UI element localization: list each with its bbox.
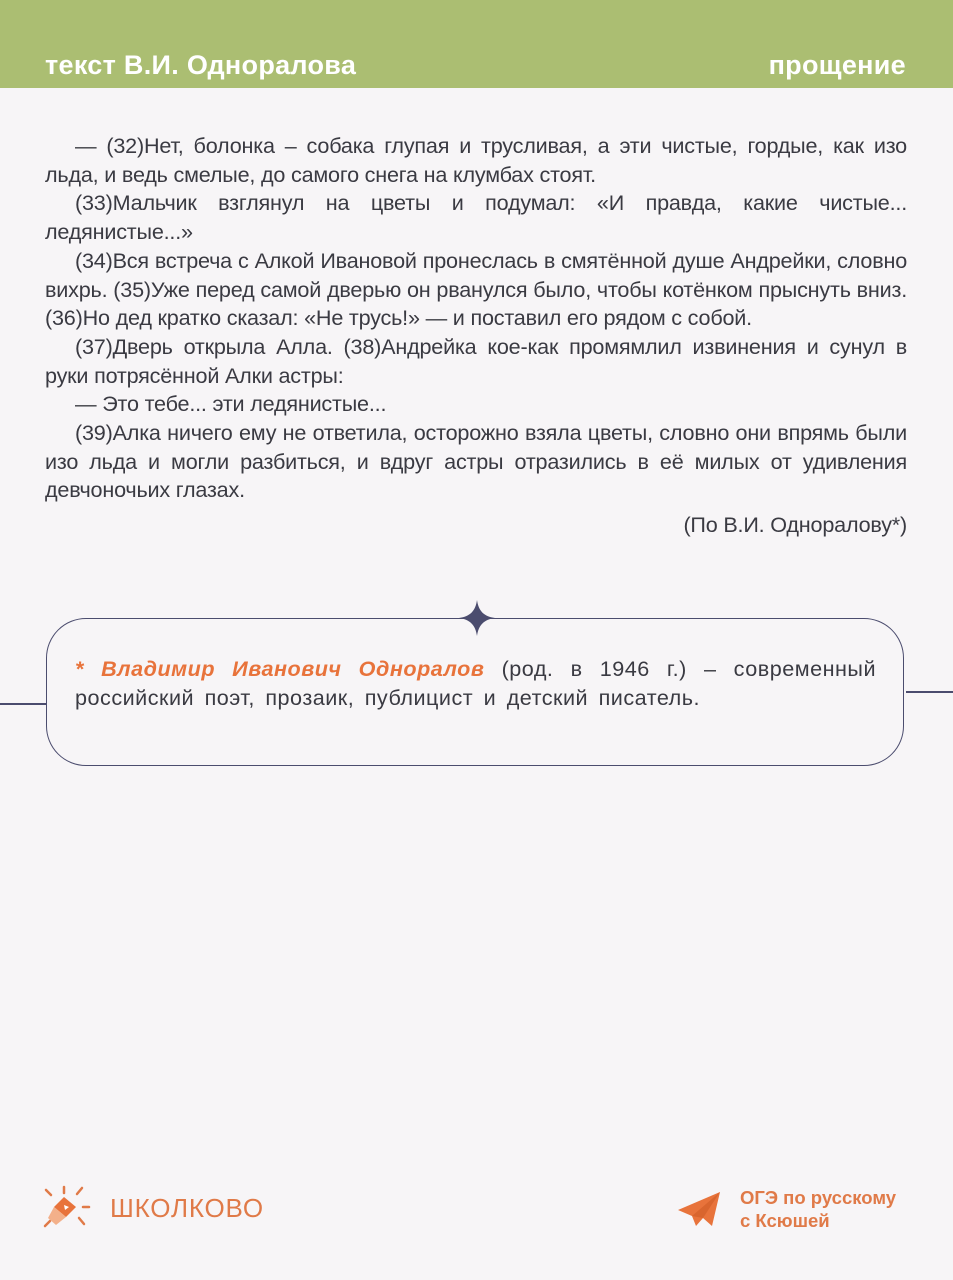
shkolkovo-logo-text: ШКОЛКОВО [110, 1192, 264, 1223]
paragraph: (39)Алка ничего ему не ответила, осторожно взяла цветы, словно они впрямь были изо льда и могли разбиться, и вдруг астры отразились в её милых от удивления девчоночьих глазах. [45, 420, 907, 503]
author-name: Владимир Иванович Одноралов [101, 656, 485, 681]
header-title: текст В.И. Одноралова [45, 50, 357, 80]
channel-line-2: с Ксюшей [740, 1210, 830, 1231]
author-description: (род. в 1946 г.) – современный российский поэт, прозаик, публицист и детский писатель. [75, 656, 877, 710]
telegram-plane-icon [678, 1190, 722, 1228]
paragraph: (34)Вся встреча с Алкой Ивановой пронеслась в смятённой душе Андрейки, словно вихрь. (35)Уже перед самой дверью он рванулся было, чтобы котёнком прыснуть вниз. (36)Но дед кратко сказал: «Не трусь!» — и поставил его рядом с собой. [45, 247, 907, 331]
rocket-pencil-icon [42, 1185, 92, 1231]
paragraph: (33)Мальчик взглянул на цветы и подумал: «И правда, какие чистые... ледянистые...» [45, 190, 907, 245]
header-bar [0, 0, 953, 88]
divider-line-right [906, 691, 953, 693]
paragraph: — Это тебе... эти ледянистые... [75, 391, 387, 417]
sparkle-star-icon [459, 600, 495, 636]
channel-line-1: ОГЭ по русскому [740, 1187, 897, 1208]
paragraph: — (32)Нет, болонка – собака глупая и трусливая, а эти чистые, гордые, как изо льда, и ведь смелые, до самого снега на клумбах стоят. [45, 133, 907, 187]
divider-line-left [0, 703, 47, 705]
story-text [45, 132, 907, 540]
paragraph: (37)Дверь открыла Алла. (38)Андрейка кое-как промямлил извинения и сунул в руки потрясённой Алки астры: [45, 333, 907, 388]
header-topic: прощение [768, 50, 906, 80]
telegram-channel [678, 1186, 896, 1232]
source-attribution: (По В.И. Одноралову*) [683, 512, 907, 538]
shkolkovo-logo [42, 1185, 264, 1231]
author-note [75, 654, 876, 712]
note-marker: * [75, 656, 84, 681]
